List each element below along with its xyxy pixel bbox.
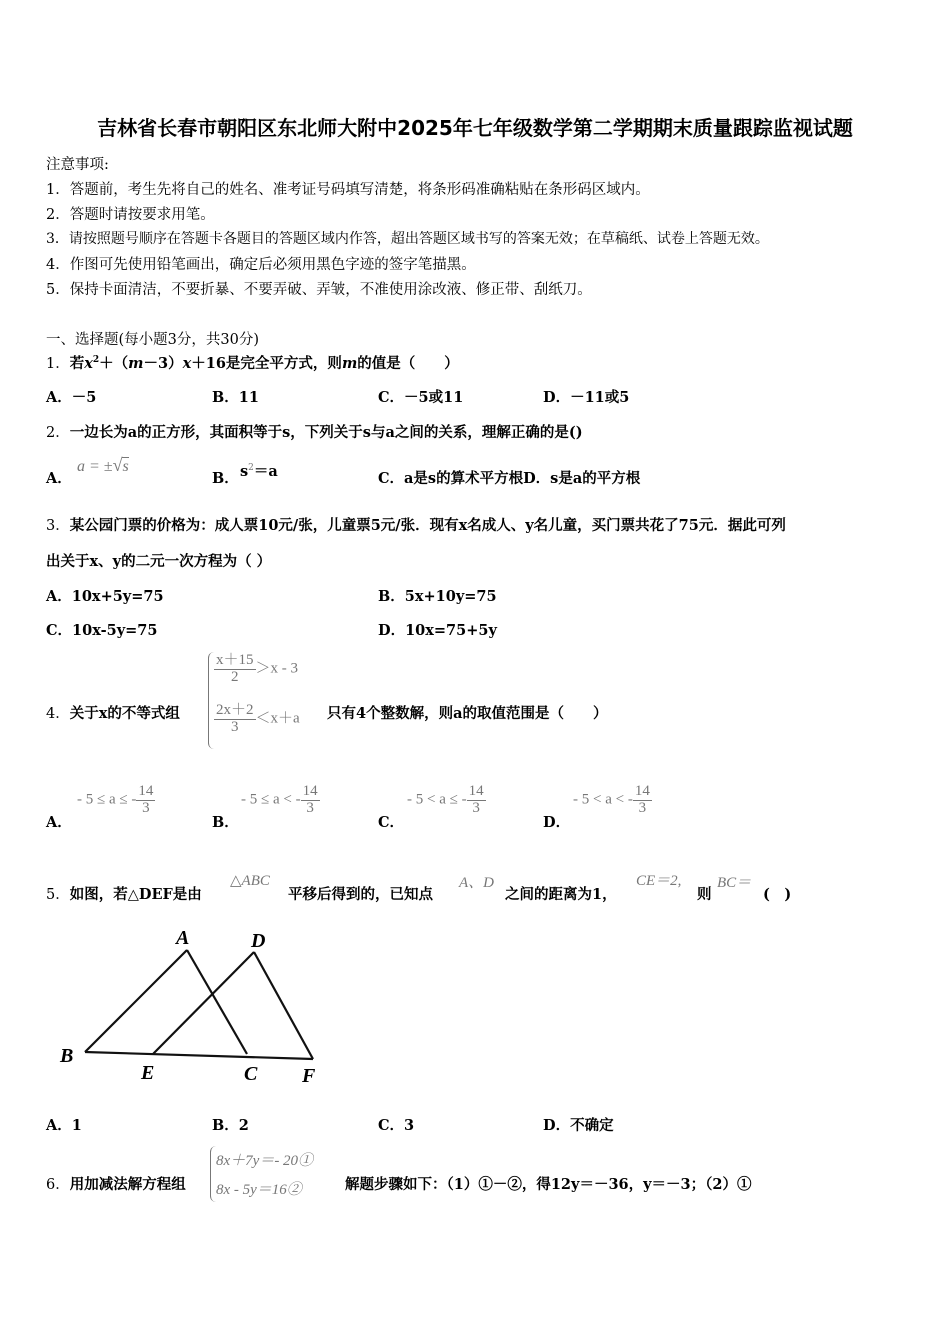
q5-option-d: D．不确定 [543, 1117, 614, 1134]
q2-option-a-math: a = ±√s [77, 455, 129, 475]
question-number: 4． [46, 706, 70, 722]
q4-opt-num: 14 [468, 783, 484, 799]
q2-option-c: C．a是s的算术平方根D．s是a的平方根 [378, 470, 641, 487]
q2-sup: 2 [248, 463, 254, 474]
q1-var: x [84, 355, 93, 372]
q5-text: 则 [697, 886, 712, 903]
notice-item: 3．请按照题号顺序在答题卡各题目的答题区域内作答，超出答题区域书写的答案无效；在草稿纸、试卷上答题无效。 [46, 231, 769, 247]
q4-option-d-math [573, 784, 652, 817]
q1-var: m [128, 355, 144, 372]
notice-item: 5．保持卡面清洁，不要折暴、不要弄破、弄皱，不准使用涂改液、修正带、刮纸刀。 [46, 282, 592, 298]
notice-item: 2．答题时请按要求用笔。 [46, 207, 215, 223]
q6-text: 用加减法解方程组 [69, 1176, 186, 1193]
question-3 [46, 514, 786, 535]
q5-text: 之间的距离为1， [505, 886, 617, 903]
q4-opt-num: 14 [138, 783, 154, 799]
q4-opt-lhs: - 5 ≤ a ≤ - [77, 791, 137, 808]
page-title: 吉林省长春市朝阳区东北师大附中2025年七年级数学第二学期期末质量跟踪监视试题 [97, 116, 853, 140]
q2-math: a = ± [77, 458, 113, 475]
q3-option-c: C．10x-5y=75 [46, 622, 158, 639]
q1-text: －3） [143, 355, 183, 372]
side-ab [85, 950, 187, 1052]
q4-opt-den: 3 [306, 799, 314, 816]
q1-text: ＋（ [99, 355, 129, 372]
question-number: 3． [46, 518, 70, 534]
q5-option-b: B．2 [212, 1117, 249, 1134]
q4-opt-num: 14 [634, 783, 650, 799]
q4-ineq-rest: ＜x＋a [255, 710, 300, 727]
q4-opt-lhs: - 5 < a < - [573, 791, 633, 808]
notice-item: 4．作图可先使用铅笔画出，确定后必须用黑色字迹的签字笔描黑。 [46, 257, 476, 273]
section-heading: 一、选择题(每小题3分，共30分) [46, 332, 259, 348]
q1-text: 若 [69, 355, 85, 372]
q2-s: s [240, 463, 249, 480]
q2-radicand: s [122, 458, 129, 475]
q4-option-c-label: C． [378, 814, 405, 831]
q1-text: 的值是（ ） [357, 355, 459, 372]
notice-heading: 注意事项: [46, 157, 109, 173]
q4-opt-den: 3 [472, 799, 480, 816]
q4-frac-num: x＋15 [216, 652, 254, 668]
q2-text: 一边长为a的正方形，其面积等于s，下列关于s与a之间的关系，理解正确的是() [69, 424, 583, 441]
q5-points: A、D [459, 875, 494, 891]
question-5 [46, 883, 202, 904]
q3-option-a: A．10x+5y=75 [46, 588, 164, 605]
label-b: B [60, 1045, 74, 1067]
question-number: 1． [46, 356, 70, 372]
q5-bc: BC＝ [717, 875, 752, 891]
base-line [85, 1052, 313, 1059]
q4-frac-den: 2 [231, 668, 239, 685]
q2-option-b-label: B． [212, 470, 239, 487]
notice-item: 1．答题前，考生先将自己的姓名、准考证号码填写清楚，将条形码准确粘贴在条形码区域内。 [46, 182, 650, 198]
q3-option-d: D．10x=75+5y [378, 622, 497, 639]
question-number: 6． [46, 1177, 70, 1193]
label-a: A [176, 927, 190, 949]
q1-option-d: D．－11或5 [543, 389, 630, 406]
q4-option-a-math [77, 784, 155, 817]
q4-option-b-math [241, 784, 320, 817]
q1-sup: 2 [92, 355, 100, 366]
question-number: 2． [46, 425, 70, 441]
q1-option-b: B．11 [212, 389, 259, 406]
q3-text: 某公园门票的价格为：成人票10元/张，儿童票5元/张．现有x名成人、y名儿童，买门票共花了75元．据此可列 [69, 517, 786, 534]
q2-option-a-label: A． [46, 470, 72, 487]
q4-inequality-2 [214, 703, 300, 736]
label-d: D [251, 930, 266, 952]
q4-ineq-rest: ＞x - 3 [255, 660, 299, 677]
q4-option-b-label: B． [212, 814, 239, 831]
q3-option-b: B．5x+10y=75 [378, 588, 497, 605]
q2-eq: ＝a [253, 463, 278, 480]
q1-option-c: C．－5或11 [378, 389, 464, 406]
q4-text-2: 只有4个整数解，则a的取值范围是（ ） [327, 705, 608, 722]
q5-text: 如图，若△DEF是由 [69, 886, 202, 903]
q6-text-2: 解题步骤如下：（1）①－②，得12y＝－36，y＝－3；（2）① [345, 1176, 752, 1193]
q4-opt-num: 14 [302, 783, 318, 799]
question-2 [46, 421, 583, 442]
q1-option-a: A．－5 [46, 389, 97, 406]
q4-option-a-label: A． [46, 814, 72, 831]
q4-frac-den: 3 [231, 718, 239, 735]
q5-ce: CE＝2, [636, 873, 682, 889]
q6-equation-2: 8x - 5y＝16② [216, 1182, 302, 1198]
label-e: E [141, 1062, 155, 1084]
q1-var: m [341, 355, 358, 372]
q3-text-2: 出关于x、y的二元一次方程为（ ） [46, 553, 272, 570]
side-df [254, 952, 313, 1059]
q4-inequality-1 [214, 653, 298, 686]
question-number: 5． [46, 887, 70, 903]
q4-opt-lhs: - 5 < a ≤ - [407, 791, 467, 808]
q4-text: 关于x的不等式组 [69, 705, 180, 722]
q1-text: ＋16是完全平方式，则 [191, 355, 342, 372]
q6-equation-1: 8x＋7y＝- 20① [216, 1153, 314, 1169]
label-f: F [302, 1065, 316, 1087]
side-ac [187, 950, 247, 1054]
q4-opt-den: 3 [638, 799, 647, 816]
q4-opt-den: 3 [142, 799, 150, 816]
question-1 [46, 352, 459, 373]
q5-option-a: A．1 [46, 1117, 82, 1134]
q5-text: ( ) [763, 886, 792, 903]
question-4 [46, 702, 180, 723]
question-6 [46, 1173, 186, 1194]
q4-frac-num: 2x＋2 [216, 702, 254, 718]
q5-text: 平移后得到的，已知点 [288, 886, 433, 903]
q4-option-d-label: D． [543, 814, 571, 831]
q2-option-b-math [240, 460, 278, 481]
q5-option-c: C．3 [378, 1117, 415, 1134]
q4-option-c-math [407, 784, 486, 817]
q4-opt-lhs: - 5 ≤ a < - [241, 791, 301, 808]
triangle-figure [55, 922, 330, 1087]
q1-var: x [182, 355, 192, 372]
q5-triangle: △ABC [230, 873, 270, 889]
label-c: C [244, 1063, 258, 1085]
